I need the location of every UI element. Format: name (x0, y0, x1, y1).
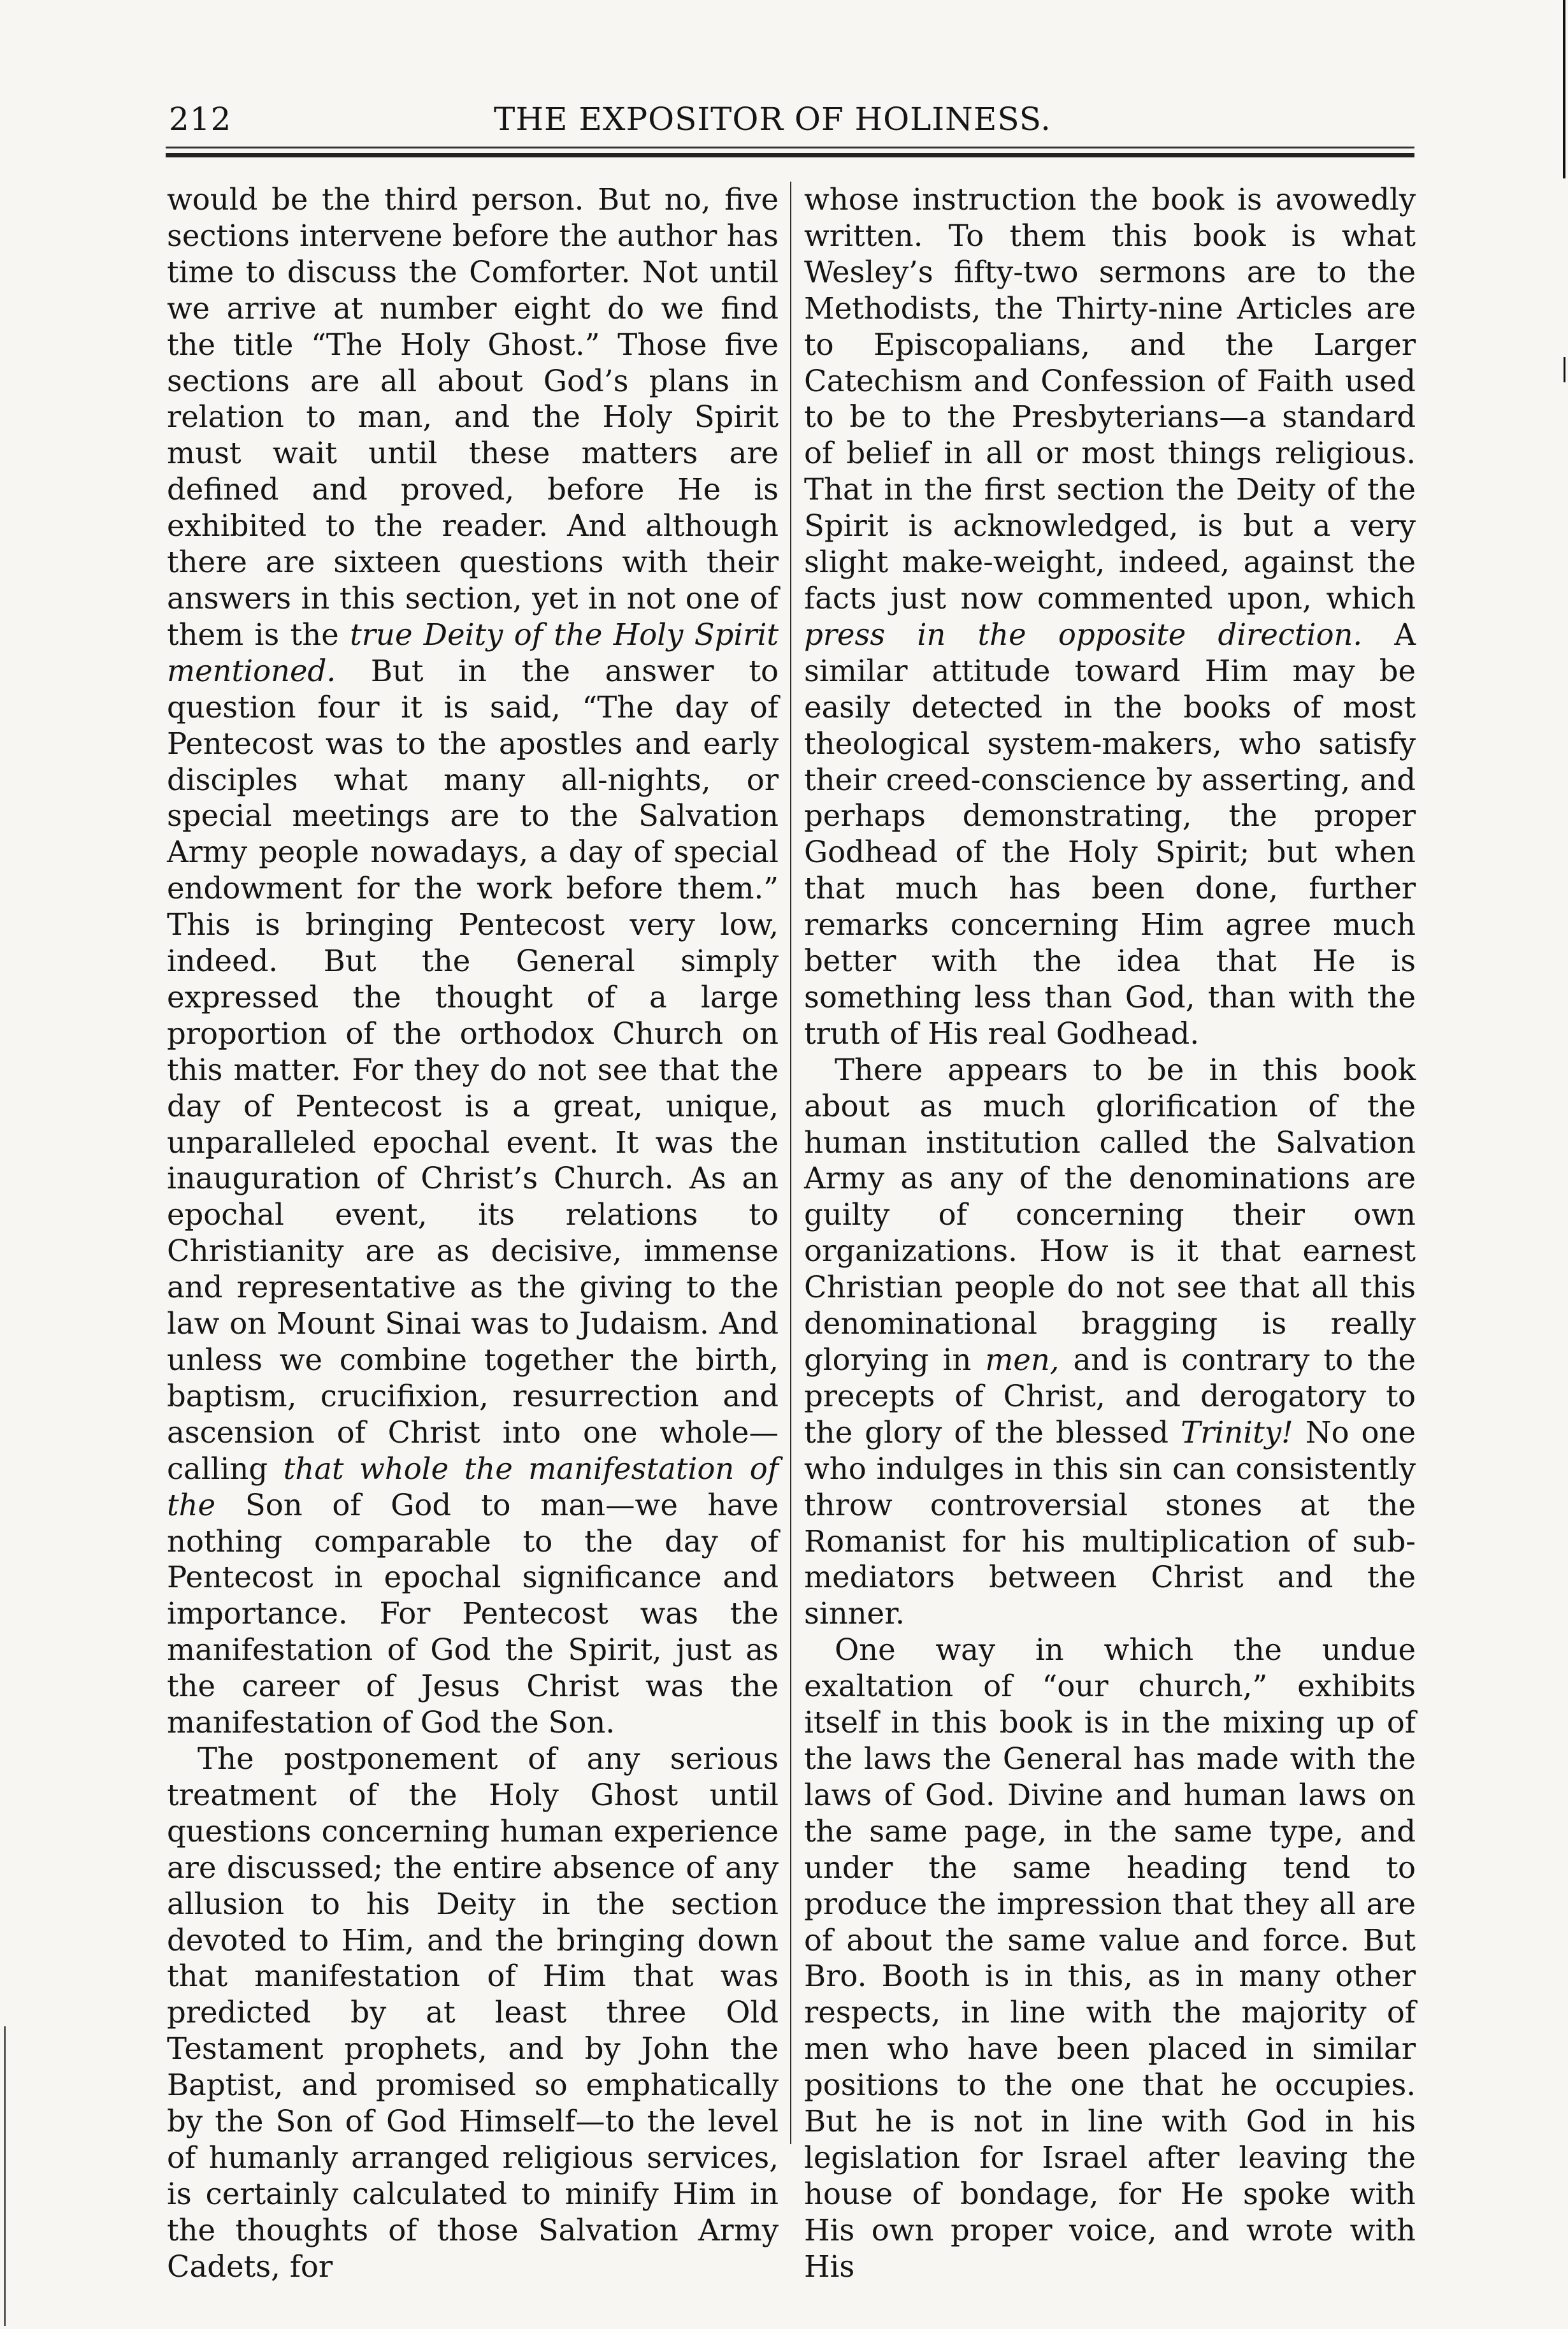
page-number: 212 (169, 101, 232, 138)
right-column (804, 182, 1416, 2284)
paragraph: There appears to be in this book about as much glorification of the human institution called the Salvation Army as any of the denominations are guilty of concerning their own organizations. How is it that earnest Christian people do not see that all this denominational bragging is really glorying in men, and is contrary to the precepts of Christ, and derogatory to the glory of the blessed Trinity! No one who indulges in this sin can consistently throw controversial stones at the Romanist for his multiplication of sub-mediators between Christ and the sinner. (804, 1052, 1416, 1631)
scan-edge-mark (1563, 0, 1565, 178)
left-column (167, 182, 779, 2284)
header-rule-thin (166, 147, 1414, 148)
header-rule-thick (166, 153, 1414, 157)
paragraph: would be the third person. But no, five sections intervene before the author has time to discuss the Comforter. Not until we arrive at number eight do we find the title “The Holy Ghost.” Those five sections are all about God’s plans in relation to man, and the Holy Spirit must wait until these matters are defined and proved, before He is exhibited to the reader. And although there are sixteen questions with their answers in this section, yet in not one of them is the true Deity of the Holy Spirit mentioned. But in the answer to question four it is said, “The day of Pentecost was to the apostles and early disciples what many all-nights, or special meetings are to the Salvation Army people nowadays, a day of special endowment for the work before them.” This is bringing Pentecost very low, indeed. But the General simply expressed the thought of a large proportion of the orthodox Church on this matter. For they do not see that the day of Pentecost is a great, unique, unparalleled epochal event. It was the inauguration of Christ’s Church. As an epochal event, its relations to Christianity are as decisive, immense and representative as the giving to the law on Mount Sinai was to Judaism. And unless we combine together the birth, baptism, crucifixion, resurrection and ascension of Christ into one whole—calling that whole the manifestation of the Son of God to man—we have nothing comparable to the day of Pentecost in epochal significance and importance. For Pentecost was the manifestation of God the Spirit, just as the career of Jesus Christ was the manifestation of God the Son. (167, 182, 779, 1740)
paragraph: One way in which the undue exaltation of “our church,” exhibits itself in this book is in the mixing up of the laws the General has made with the laws of God. Divine and human laws on the same page, in the same type, and under the same heading tend to produce the impression that they all are of about the same value and force. But Bro. Booth is in this, as in many other respects, in line with the majority of men who have been placed in similar positions to the one that he occupies. But he is not in line with God in his legislation for Israel after leaving the house of bondage, for He spoke with His own proper voice, and wrote with His (804, 1633, 1416, 2284)
paragraph: The postponement of any serious treatment of the Holy Ghost until questions concerning human experience are discussed; the entire absence of any allusion to his Deity in the section devoted to Him, and the bringing down that manifestation of Him that was predicted by at least three Old Testament prophets, and by John the Baptist, and promised so emphatically by the Son of God Himself—to the level of humanly arranged religious services, is certainly calculated to minify Him in the thoughts of those Salvation Army Cadets, for (167, 1741, 779, 2284)
scan-edge-mark (4, 2026, 6, 2326)
running-title: THE EXPOSITOR OF HOLINESS. (494, 101, 1052, 138)
scan-edge-mark (1564, 357, 1565, 382)
column-divider (790, 182, 791, 2144)
page-header (169, 96, 1411, 147)
paragraph: whose instruction the book is avowedly written. To them this book is what Wesley’s fifty-two sermons are to the Methodists, the Thirty-nine Articles are to Episcopalians, and the Larger Catechism and Confession of Faith used to be to the Presbyterians—a standard of belief in all or most things religious. That in the first section the Deity of the Spirit is acknowledged, is but a very slight make-weight, indeed, against the facts just now commented upon, which press in the opposite direction. A similar attitude toward Him may be easily detected in the books of most theological system-makers, who satisfy their creed-conscience by asserting, and perhaps demonstrating, the proper Godhead of the Holy Spirit; but when that much has been done, further remarks concerning Him agree much better with the idea that He is something less than God, than with the truth of His real Godhead. (804, 182, 1416, 1051)
